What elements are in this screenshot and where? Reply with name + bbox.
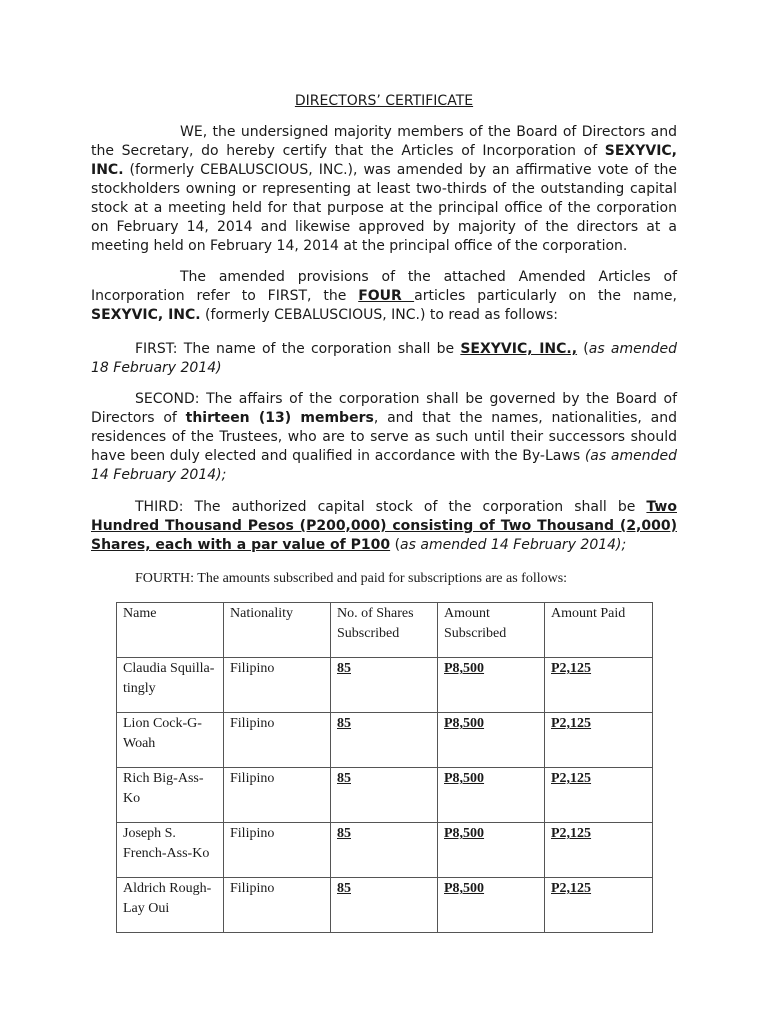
article-third (91, 498, 677, 555)
table-row (117, 713, 653, 768)
cell-amount-subscribed: P8,500 (444, 716, 485, 731)
cell-nationality: Filipino (224, 658, 331, 713)
p2-text-a: The amended provisions of the attached Amended Articles of Incorporation refer to FIRST, the (91, 269, 677, 304)
table-row (117, 823, 653, 878)
article-first (91, 340, 677, 378)
paragraph-certification (91, 123, 677, 256)
cell-amount-subscribed: P8,500 (444, 661, 485, 676)
second-text-b: , and that the names, nationalities, and residences of the Trustees, who are to serve as such until their successors should have been duly elected and qualified in accordance with the By-Laws (91, 410, 678, 464)
table-row (117, 878, 653, 933)
third-text-b: ( (390, 537, 401, 553)
cell-name: Rich Big-Ass-Ko (117, 768, 224, 823)
cell-nationality: Filipino (224, 878, 331, 933)
first-text-b: ( (577, 341, 589, 357)
subscriptions-table (116, 602, 653, 933)
table-row (117, 658, 653, 713)
header-nationality: Nationality (224, 603, 331, 658)
header-shares: No. of Shares Subscribed (331, 603, 438, 658)
article-fourth: FOURTH: The amounts subscribed and paid for subscriptions are as follows: (135, 571, 568, 586)
cell-shares: 85 (337, 826, 351, 841)
cell-amount-paid: P2,125 (551, 716, 592, 731)
p2-company-name: SEXYVIC, INC. (91, 307, 201, 323)
cell-shares: 85 (337, 661, 351, 676)
paragraph-amended-provisions (91, 268, 677, 325)
second-amended-note: (as amended 14 February 2014); (91, 448, 677, 483)
cell-name: Lion Cock-G-Woah (117, 713, 224, 768)
p2-four: FOUR (358, 288, 415, 304)
cell-name: Joseph S. French-Ass-Ko (117, 823, 224, 878)
p1-text-a: WE, the undersigned majority members of the Board of Directors and the Secretary, do hereby certify that the Articles of Incorporation of (91, 124, 677, 159)
cell-amount-paid: P2,125 (551, 881, 592, 896)
cell-nationality: Filipino (224, 768, 331, 823)
cell-name: Claudia Squilla-tingly (117, 658, 224, 713)
cell-shares: 85 (337, 771, 351, 786)
table-row (117, 768, 653, 823)
cell-nationality: Filipino (224, 713, 331, 768)
cell-name: Aldrich Rough-Lay Oui (117, 878, 224, 933)
cell-shares: 85 (337, 881, 351, 896)
article-second (91, 390, 677, 485)
cell-amount-paid: P2,125 (551, 661, 592, 676)
cell-nationality: Filipino (224, 823, 331, 878)
p1-text-b: (formerly CEBALUSCIOUS, INC.), was amended by an affirmative vote of the stockholders owning or representing at least two-thirds of the outstanding capital stock at a meeting held for that purpose at the principal office of the corporation on February 14, 2014 and likewise approved by majority of the directors at a meeting held on February 14, 2014 at the principal office of the corporation. (91, 162, 677, 254)
cell-amount-paid: P2,125 (551, 826, 592, 841)
third-amended-note: as amended 14 February 2014); (400, 537, 627, 553)
third-capital: Two Hundred Thousand Pesos (P200,000) consisting of Two Thousand (2,000) Shares, each with a par value of P100 (91, 499, 677, 553)
third-text-a: THIRD: The authorized capital stock of the corporation shall be (135, 499, 647, 515)
page-title: DIRECTORS’ CERTIFICATE (294, 93, 474, 109)
header-amount-subscribed: Amount Subscribed (438, 603, 545, 658)
second-members: thirteen (13) members (185, 410, 374, 426)
cell-shares: 85 (337, 716, 351, 731)
first-text-a: FIRST: The name of the corporation shall be (135, 341, 461, 357)
header-amount-paid: Amount Paid (545, 603, 653, 658)
cell-amount-subscribed: P8,500 (444, 881, 485, 896)
table-header-row (117, 603, 653, 658)
cell-amount-subscribed: P8,500 (444, 771, 485, 786)
cell-amount-subscribed: P8,500 (444, 826, 485, 841)
cell-amount-paid: P2,125 (551, 771, 592, 786)
first-company-name: SEXYVIC, INC., (460, 341, 578, 357)
first-amended-note: as amended 18 February 2014) (91, 341, 677, 376)
header-name: Name (117, 603, 224, 658)
p2-text-c: (formerly CEBALUSCIOUS, INC.) to read as follows: (200, 307, 558, 323)
p2-text-b: articles particularly on the name, (414, 288, 677, 304)
p1-company-name: SEXYVIC, INC. (91, 143, 677, 178)
second-text-a: SECOND: The affairs of the corporation shall be governed by the Board of Directors of (91, 391, 677, 426)
